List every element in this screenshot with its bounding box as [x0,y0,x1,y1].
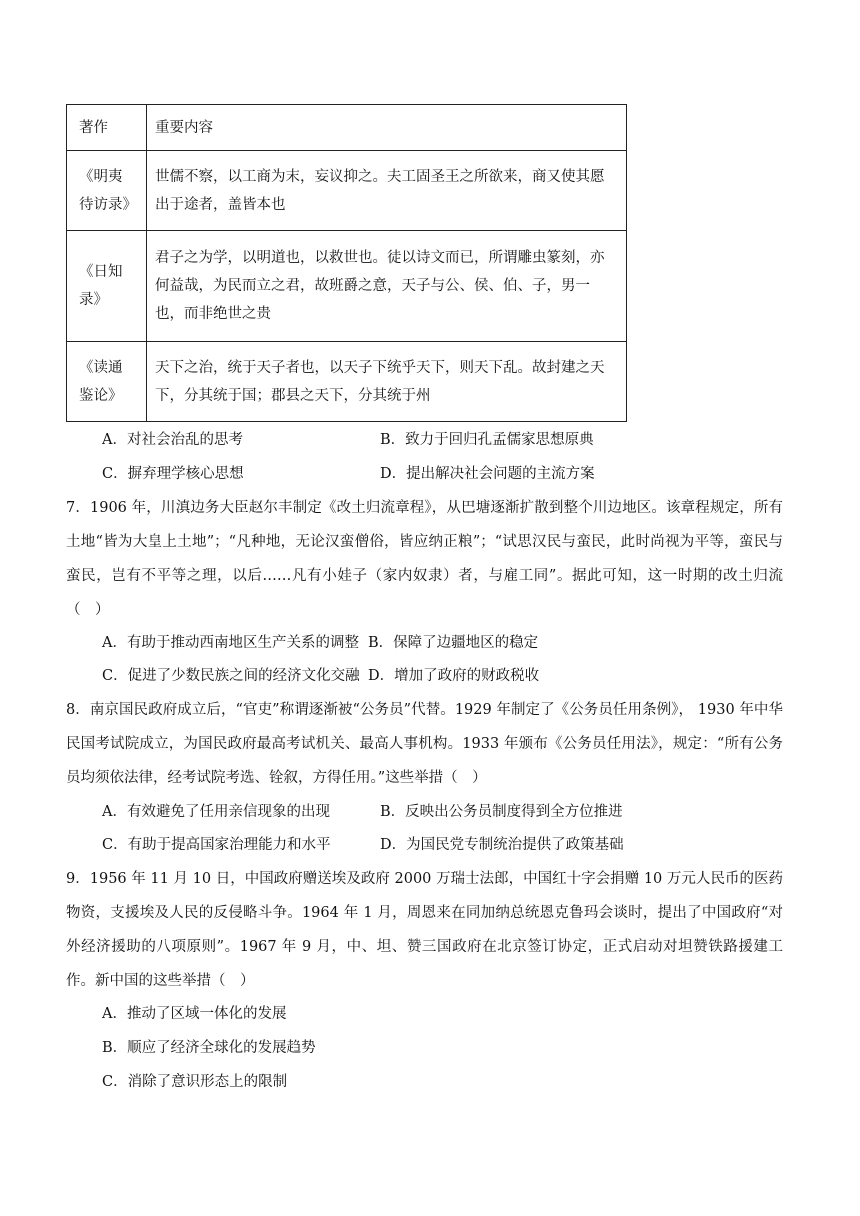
table-header-row [67,105,627,151]
q8-option-b[interactable]: B．反映出公务员制度得到全方位推进 [380,804,623,820]
work-title-cell [67,342,147,422]
q7-option-d[interactable]: D．增加了政府的财政税收 [368,668,540,684]
works-table [66,104,627,422]
q6-option-a[interactable]: A．对社会治乱的思考 [102,432,243,448]
q9-option-b[interactable]: B．顺应了经济全球化的发展趋势 [102,1040,316,1056]
q8-option-a[interactable]: A．有效避免了任用亲信现象的出现 [102,804,330,820]
q8-options-row-1 [102,801,623,823]
work-title-cell [67,151,147,231]
work-title-line: 录》 [79,292,108,308]
q6-option-d[interactable]: D．提出解决社会问题的主流方案 [380,466,595,482]
q8-options-row-2 [102,834,624,856]
q9-stem: 9．1956 年 11 月 10 日，中国政府赠送埃及政府 2000 万瑞士法郎，中国红十字会捐赠 10 万元人民币的医药物资，支援埃及人民的反侵略斗争。1964 年 1 月，周恩来在同加纳总统恩克鲁玛会谈时，提出了中国政府“对外经济援助的八项原则”。1967 年 9 月，中、坦、赞三国政府在北京签订协定，正式启动对坦赞铁路援建工作。新中国的这些举措（ ） [66,871,783,989]
work-title-line: 待访录》 [79,196,137,213]
header-cell-work: 著作 [67,105,147,151]
work-title-line: 《读通 [79,359,123,376]
work-title-line: 《日知 [79,264,123,280]
work-title-cell [67,231,147,342]
q6-option-c[interactable]: C．摒弃理学核心思想 [102,466,244,482]
q9-option-a[interactable]: A．推动了区域一体化的发展 [102,1006,287,1022]
table-row [67,342,627,422]
work-title-line: 《明夷 [79,168,123,185]
q6-options-row-2 [102,463,595,485]
q6-options-row-1 [102,429,594,451]
q8-option-d[interactable]: D．为国民党专制统治提供了政策基础 [380,837,624,853]
q7-option-b[interactable]: B．保障了边疆地区的稳定 [368,635,539,651]
work-content-cell: 君子之为学，以明道也，以救世也。徒以诗文而已，所谓雕虫篆刻，亦何益哉，为民而立之君，故班爵之意，天子与公、侯、伯、子，男一也，而非绝世之贵 [147,231,627,342]
q7-options-row-1 [102,632,539,654]
work-content-cell: 天下之治，统于天子者也，以天子下统乎天下，则天下乱。故封建之天下，分其统于国；郡县之天下，分其统于州 [147,342,627,422]
q8-stem: 8．南京国民政府成立后，“官吏”称谓逐渐被“公务员”代替。1929 年制定了《公务员任用条例》， 1930 年中华民国考试院成立，为国民政府最高考试机关、最高人事机构。1933 年颁布《公务员任用法》，规定：“所有公务员均须依法律，经考试院考选、铨叙，方得任用。”这些举措（ ） [66,702,783,786]
q7-options-row-2 [102,665,540,687]
work-content-cell: 世儒不察，以工商为末，妄议抑之。夫工固圣王之所欲来，商又使其愿出于途者，盖皆本也 [147,151,627,231]
header-cell-content: 重要内容 [147,105,627,151]
table-row [67,231,627,342]
q7-option-a[interactable]: A．有助于推动西南地区生产关系的调整 [102,635,359,651]
q6-option-b[interactable]: B．致力于回归孔孟儒家思想原典 [380,432,594,448]
work-title-line: 鉴论》 [79,387,123,404]
q7-option-c[interactable]: C．促进了少数民族之间的经济文化交融 [102,668,360,684]
table-row [67,151,627,231]
q9-option-c[interactable]: C．消除了意识形态上的限制 [102,1074,288,1090]
q7-stem: 7．1906 年，川滇边务大臣赵尔丰制定《改土归流章程》，从巴塘逐渐扩散到整个川边地区。该章程规定，所有土地“皆为大皇上土地”；“凡种地，无论汉蛮僧俗，皆应纳正粮”；“试思汉民与蛮民，此时尚视为平等，蛮民与蛮民，岂有不平等之理，以后……凡有小娃子（家内奴隶）者，与雇工同”。据此可知，这一时期的改土归流（ ） [66,500,783,618]
q8-option-c[interactable]: C．有助于提高国家治理能力和水平 [102,837,331,853]
